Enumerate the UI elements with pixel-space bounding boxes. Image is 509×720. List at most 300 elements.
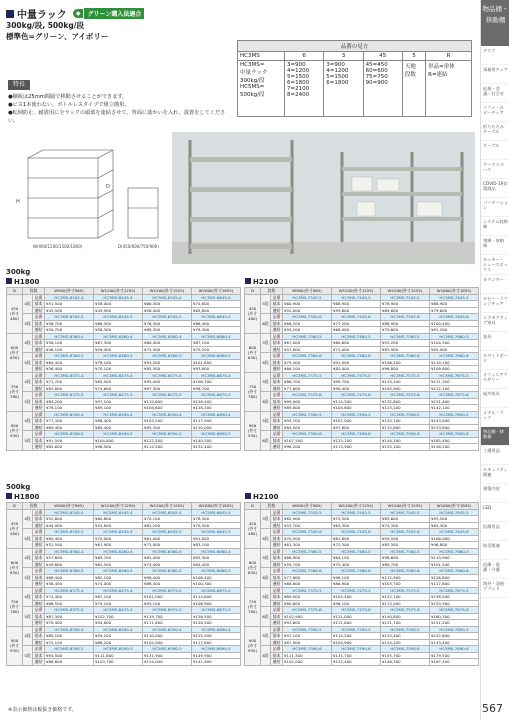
price-cell: ¥165,400 (430, 437, 479, 444)
row-type-label: 連結 (271, 307, 283, 314)
price-cell: ¥112,600 (143, 398, 192, 405)
price-cell: ¥58,000 (94, 301, 143, 308)
price-cell: ¥140,500 (192, 437, 241, 444)
row-type-label: 品番 (271, 392, 283, 399)
price-cell: ¥93,200 (381, 340, 430, 347)
product-code: HC3MS-7475-5 (332, 372, 381, 379)
price-cell: ¥91,000 (332, 359, 381, 366)
row-type-label: 基本 (271, 340, 283, 347)
row-type-label: 品番 (271, 431, 283, 438)
price-cell: ¥141,900 (192, 659, 241, 666)
product-code: HC5MS-7560-6 (381, 568, 430, 575)
row-type-label: 品番 (33, 568, 45, 575)
row-type-label: 基本 (271, 398, 283, 405)
row-type-label: 基本 (33, 652, 45, 659)
product-code: HC5MS-6645-4 (192, 509, 241, 516)
price-cell: ¥131,900 (143, 652, 192, 659)
price-cell: ¥82,500 (94, 379, 143, 386)
sidebar-item[interactable]: オフィスアクセサリー (481, 370, 509, 389)
price-cell: ¥102,000 (143, 639, 192, 646)
price-cell: ¥69,700 (94, 555, 143, 562)
product-code: HC3MS-6375-5 (45, 392, 94, 399)
sidebar-item[interactable]: 工場用品 (481, 446, 509, 465)
product-code: HC5MS-6445-5 (94, 529, 143, 536)
table-row (7, 548, 241, 555)
product-code: HC5MS-6560-4 (143, 548, 192, 555)
product-code: HC5MS-6660-5 (192, 568, 241, 575)
price-cell: ¥96,100 (332, 600, 381, 607)
product-code: HC5MS-7675-5 (430, 587, 479, 594)
row-type-label: 連結 (271, 346, 283, 353)
sidebar-item[interactable]: セキュリティ関連 (481, 465, 509, 484)
price-cell: ¥63,800 (45, 385, 94, 392)
sidebar-item[interactable]: テーブル (481, 141, 509, 160)
sidebar-item[interactable]: ソファ・ロビーチェア (481, 103, 509, 122)
table-row (245, 353, 479, 360)
price-cell: ¥106,700 (192, 379, 241, 386)
product-code: HC3MS-6645-4 (192, 294, 241, 301)
price-cell: ¥79,400 (45, 620, 94, 627)
row-type-label: 基本 (271, 613, 283, 620)
code-cell: 45=450 60=600 75=750 90=900 (363, 61, 402, 117)
product-code: HC5MS-6675-4 (192, 587, 241, 594)
price-cell: ¥70,100 (143, 516, 192, 523)
price-cell: ¥52,800 (94, 522, 143, 529)
product-code: HC5MS-6645-5 (192, 529, 241, 536)
price-table-500-h2100 (244, 502, 479, 666)
product-code: HC5MS-6590-4 (143, 626, 192, 633)
price-cell: ¥118,200 (192, 405, 241, 412)
price-cell: ¥95,300 (143, 424, 192, 431)
price-cell: ¥66,300 (94, 320, 143, 327)
table-row (245, 626, 479, 633)
row-type-label: 連結 (271, 600, 283, 607)
price-cell: ¥70,100 (94, 366, 143, 373)
green-tag-text: グリーン購入法適合 (84, 8, 144, 19)
sidebar-item[interactable]: エグゼクティブ家具 (481, 313, 509, 332)
product-code: HC5MS-6490-4 (94, 626, 143, 633)
row-type-label: 連結 (271, 542, 283, 549)
price-cell: ¥84,300 (430, 522, 479, 529)
product-code: HC3MS-6645-5 (192, 314, 241, 321)
title-text: 中量ラック (17, 10, 67, 21)
price-cell: ¥103,700 (94, 659, 143, 666)
price-cell: ¥52,500 (45, 542, 94, 549)
price-cell: ¥87,900 (283, 639, 332, 646)
page-number: 567 (482, 702, 503, 715)
price-cell: ¥113,000 (381, 600, 430, 607)
price-cell: ¥85,300 (143, 366, 192, 373)
sidebar-item[interactable]: カウンター (481, 275, 509, 294)
product-code: HC3MS-6560-5 (143, 353, 192, 360)
price-cell: ¥62,500 (94, 561, 143, 568)
price-cell: ¥96,800 (430, 542, 479, 549)
sidebar-item[interactable]: 屋外家具 (481, 389, 509, 408)
depth-label: 450 (外寸 480) (7, 294, 23, 333)
row-type-label: 連結 (271, 405, 283, 412)
depth-label: 750 (外寸 780) (245, 587, 261, 626)
product-code: HC5MS-6545-4 (143, 509, 192, 516)
product-code: HC3MS-7460-6 (332, 353, 381, 360)
price-cell: ¥99,000 (283, 398, 332, 405)
product-code: HC5MS-7390-5 (283, 626, 332, 633)
price-cell: ¥83,600 (381, 516, 430, 523)
product-code: HC5MS-7645-6 (430, 529, 479, 536)
product-code: HC3MS-6445-4 (94, 294, 143, 301)
price-cell: ¥79,200 (192, 346, 241, 353)
price-cell: ¥117,600 (430, 581, 479, 588)
depth-label: 900 (外寸 930) (245, 411, 261, 450)
product-code: HC5MS-6375-4 (45, 587, 94, 594)
price-cell: ¥76,300 (143, 320, 192, 327)
price-cell: ¥151,400 (430, 398, 479, 405)
product-code: HC3MS-6575-4 (143, 372, 192, 379)
price-cell: ¥59,400 (94, 346, 143, 353)
price-cell: ¥87,100 (94, 594, 143, 601)
sidebar-item[interactable]: 防災関連 (481, 541, 509, 560)
price-cell: ¥53,700 (283, 522, 332, 529)
price-cell: ¥84,100 (332, 555, 381, 562)
price-cell: ¥77,800 (283, 574, 332, 581)
table-row (245, 392, 479, 399)
price-cell: ¥86,900 (332, 581, 381, 588)
price-cell: ¥56,400 (45, 366, 94, 373)
row-type-label: 基本 (33, 340, 45, 347)
price-cell: ¥70,500 (283, 535, 332, 542)
depth-label: 450 (外寸 480) (245, 294, 261, 333)
sidebar-item[interactable]: 家具 (481, 332, 509, 351)
price-cell: ¥122,500 (143, 437, 192, 444)
row-type-label: 基本 (33, 555, 45, 562)
price-cell: ¥121,000 (332, 613, 381, 620)
price-cell: ¥104,600 (143, 405, 192, 412)
category-sidebar (480, 0, 509, 720)
row-type-label: 基本 (33, 359, 45, 366)
sidebar-item[interactable]: 書庫・収納庫 (481, 236, 509, 255)
row-type-label: 連結 (33, 307, 45, 314)
section-label: H1800 (14, 493, 40, 501)
row-type-label: 品番 (33, 314, 45, 321)
table-row (7, 529, 241, 536)
product-code: HC5MS-6445-4 (94, 509, 143, 516)
header-width: W1200(外寸1255) (94, 288, 143, 295)
dan-label: 5段 (23, 353, 33, 373)
price-cell: ¥77,200 (332, 320, 381, 327)
header-width: W900(外寸965) (283, 503, 332, 510)
header-width: W900(外寸965) (45, 503, 94, 510)
price-cell: ¥98,600 (381, 555, 430, 562)
price-cell: ¥104,900 (332, 639, 381, 646)
price-cell: ¥64,400 (45, 359, 94, 366)
price-cell: ¥79,600 (381, 327, 430, 334)
product-code: HC3MS-7490-5 (332, 411, 381, 418)
row-type-label: 基本 (271, 359, 283, 366)
dan-label: 4段 (23, 294, 33, 314)
dan-label: 5段 (261, 548, 271, 568)
row-type-label: 品番 (271, 587, 283, 594)
sidebar-item[interactable]: デスク (481, 46, 509, 65)
product-code: HC5MS-7445-5 (332, 509, 381, 516)
price-cell: ¥102,000 (283, 659, 332, 666)
section-300kg: 300kg (6, 268, 31, 276)
price-cell: ¥143,000 (430, 418, 479, 425)
sidebar-item[interactable]: 建築内装 (481, 484, 509, 503)
table-row (245, 314, 479, 321)
header-width: W1200(外寸1255) (332, 288, 381, 295)
row-type-label: 品番 (33, 372, 45, 379)
price-cell: ¥156,200 (430, 444, 479, 451)
dan-label: 5段 (261, 372, 271, 392)
product-code: HC5MS-7375-5 (283, 587, 332, 594)
price-cell: ¥81,600 (332, 535, 381, 542)
section-label: H2100 (253, 278, 279, 286)
table-row (7, 646, 241, 653)
product-code: HC5MS-6475-4 (94, 587, 143, 594)
product-code: HC5MS-6475-5 (94, 607, 143, 614)
product-code: HC5MS-6360-4 (45, 548, 94, 555)
depth-label: 900 (外寸 930) (7, 626, 23, 665)
sidebar-item[interactable]: システム収納庫 (481, 217, 509, 236)
product-code: HC3MS-6460-4 (94, 333, 143, 340)
price-cell: ¥50,700 (45, 327, 94, 334)
row-type-label: 基本 (271, 418, 283, 425)
price-cell: ¥68,300 (143, 327, 192, 334)
price-cell: ¥111,800 (94, 652, 143, 659)
depth-label: 600 (外寸 630) (245, 548, 261, 587)
price-cell: ¥119,700 (143, 613, 192, 620)
price-cell: ¥110,900 (430, 555, 479, 562)
dan-label: 5段 (261, 587, 271, 607)
product-code: HC3MS-7445-6 (332, 314, 381, 321)
price-cell: ¥126,800 (430, 574, 479, 581)
price-cell: ¥101,500 (430, 561, 479, 568)
price-cell: ¥88,400 (94, 418, 143, 425)
table-row (7, 587, 241, 594)
price-cell: ¥105,900 (381, 385, 430, 392)
price-table-300-h2100 (244, 287, 479, 451)
row-type-label: 連結 (271, 327, 283, 334)
table-row (7, 509, 241, 516)
dan-label: 6段 (261, 431, 271, 451)
price-cell: ¥89,700 (381, 561, 430, 568)
price-cell: ¥66,400 (45, 574, 94, 581)
price-cell: ¥111,300 (283, 652, 332, 659)
price-cell: ¥61,300 (283, 542, 332, 549)
price-cell: ¥58,400 (143, 307, 192, 314)
price-table-300-h1800 (6, 287, 241, 451)
dan-label: 6段 (261, 529, 271, 549)
price-cell: ¥128,500 (192, 620, 241, 627)
price-cell: ¥131,700 (332, 652, 381, 659)
price-cell: ¥105,400 (332, 594, 381, 601)
price-cell: ¥111,800 (332, 620, 381, 627)
price-cell: ¥63,300 (332, 522, 381, 529)
product-code: HC3MS-6675-5 (192, 392, 241, 399)
price-cell: ¥74,300 (381, 522, 430, 529)
price-cell: ¥70,000 (94, 535, 143, 542)
product-code: HC3MS-7390-5 (283, 411, 332, 418)
row-type-label: 連結 (271, 444, 283, 451)
dim-h: H (16, 199, 20, 205)
price-cell: ¥68,000 (332, 327, 381, 334)
leaf-icon: ◆ (73, 9, 84, 18)
row-type-label: 基本 (271, 633, 283, 640)
row-type-label: 連結 (33, 385, 45, 392)
table-row (245, 444, 479, 451)
header-dan: 段数 (23, 288, 45, 295)
price-cell: ¥106,000 (430, 535, 479, 542)
row-type-label: 基本 (33, 379, 45, 386)
price-cell: ¥111,800 (143, 620, 192, 627)
price-cell: ¥49,600 (45, 561, 94, 568)
price-cell: ¥75,400 (283, 359, 332, 366)
table-row (7, 568, 241, 575)
row-type-label: 連結 (33, 639, 45, 646)
header-width: W900(外寸965) (283, 288, 332, 295)
sidebar-item[interactable]: ホワイトボード (481, 351, 509, 370)
price-cell: ¥67,300 (94, 340, 143, 347)
row-type-label: 基本 (271, 516, 283, 523)
sidebar-item[interactable]: 医療用品 (481, 522, 509, 541)
sidebar-item[interactable]: パーテーション (481, 198, 509, 217)
price-cell: ¥66,300 (143, 301, 192, 308)
price-cell: ¥101,000 (143, 594, 192, 601)
row-type-label: 品番 (271, 353, 283, 360)
price-table-500-h1800 (6, 502, 241, 666)
price-cell: ¥85,300 (381, 542, 430, 549)
price-cell: ¥155,700 (381, 652, 430, 659)
dan-label: 4段 (23, 587, 33, 607)
table-row (245, 431, 479, 438)
row-type-label: 連結 (33, 561, 45, 568)
price-cell: ¥82,000 (332, 366, 381, 373)
price-cell: ¥135,100 (381, 444, 430, 451)
sidebar-item[interactable]: 物品棚・移動棚 (481, 427, 509, 446)
dan-label: 6段 (261, 353, 271, 373)
row-type-label: 基本 (33, 418, 45, 425)
row-type-label: 品番 (271, 626, 283, 633)
row-type-label: 品番 (33, 509, 45, 516)
table-row (7, 333, 241, 340)
header-width: W1500(外寸1555) (381, 288, 430, 295)
row-type-label: 連結 (33, 327, 45, 334)
row-type-label: 基本 (271, 535, 283, 542)
dan-label: 5段 (261, 411, 271, 431)
sidebar-item[interactable]: 応接・会議・打合せ (481, 84, 509, 103)
row-type-label: 品番 (271, 607, 283, 614)
row-type-label: 連結 (33, 346, 45, 353)
square-icon (245, 278, 251, 284)
price-cell: ¥78,100 (94, 359, 143, 366)
price-cell: ¥80,400 (94, 424, 143, 431)
section-label: H1800 (14, 278, 40, 286)
sidebar-item[interactable]: COVID-19対策商品 (481, 179, 509, 198)
row-type-label: 品番 (33, 607, 45, 614)
price-cell: ¥140,800 (381, 613, 430, 620)
sidebar-item[interactable]: LED (481, 503, 509, 522)
price-cell: ¥52,800 (45, 516, 94, 523)
dan-label: 5段 (23, 314, 33, 334)
product-code: HC5MS-7660-5 (430, 548, 479, 555)
table-row (245, 659, 479, 666)
table-row (245, 607, 479, 614)
price-cell: ¥68,900 (332, 301, 381, 308)
sidebar-item[interactable]: 折りたたみテーブル (481, 122, 509, 141)
header-width: W1800(外寸1855) (430, 288, 479, 295)
price-cell: ¥70,500 (192, 522, 241, 529)
row-type-label: 品番 (271, 529, 283, 536)
product-code: HC5MS-6690-4 (192, 626, 241, 633)
row-type-label: 品番 (33, 411, 45, 418)
product-code: HC5MS-6460-5 (94, 568, 143, 575)
price-cell: ¥179,500 (430, 652, 479, 659)
product-code: HC3MS-6590-5 (143, 431, 192, 438)
table-row (245, 587, 479, 594)
price-cell: ¥72,100 (45, 639, 94, 646)
row-type-label: 基本 (271, 574, 283, 581)
footnote: ※表示価格は税抜き価格です。 (8, 707, 77, 713)
price-cell: ¥114,500 (143, 444, 192, 451)
header-width: W1800(外寸1855) (430, 503, 479, 510)
price-cell: ¥146,300 (381, 659, 430, 666)
price-cell: ¥94,200 (94, 633, 143, 640)
product-code: HC5MS-7560-5 (381, 548, 430, 555)
price-cell: ¥126,400 (192, 398, 241, 405)
header-width: W900(外寸965) (45, 288, 94, 295)
product-code: HC3MS-6445-5 (94, 314, 143, 321)
price-cell: ¥83,900 (381, 346, 430, 353)
product-code: HC5MS-7475-6 (332, 607, 381, 614)
table-row (245, 529, 479, 536)
row-type-label: 品番 (33, 548, 45, 555)
product-code: HC3MS-6560-4 (143, 333, 192, 340)
row-type-label: 基本 (271, 379, 283, 386)
sidebar-item[interactable]: ロビー・ラウンジチェア (481, 294, 509, 313)
header-width: W1500(外寸1555) (381, 503, 430, 510)
price-cell: ¥112,900 (381, 574, 430, 581)
depth-label: 450 (外寸 480) (245, 509, 261, 548)
product-code: HC3MS-6345-4 (45, 294, 94, 301)
sidebar-item[interactable]: ワークスペース (481, 160, 509, 179)
product-code: HC5MS-7660-6 (430, 568, 479, 575)
sidebar-item[interactable]: 医療・看護・介護 (481, 560, 509, 579)
row-type-label: 品番 (33, 294, 45, 301)
price-cell: ¥73,000 (143, 542, 192, 549)
price-cell: ¥104,300 (430, 340, 479, 347)
sidebar-item[interactable]: ロッカー・シューズボックス (481, 255, 509, 275)
product-code: HC5MS-7690-5 (430, 626, 479, 633)
price-cell: ¥151,200 (430, 620, 479, 627)
sidebar-item[interactable]: メタル・ラック (481, 408, 509, 427)
sidebar-item[interactable]: 事務用チェア (481, 65, 509, 84)
price-cell: ¥86,200 (94, 639, 143, 646)
product-code: HC3MS-6660-5 (192, 353, 241, 360)
sidebar-item[interactable]: 海外・発展ブランド (481, 579, 509, 598)
product-code: HC3MS-6375-4 (45, 372, 94, 379)
price-cell: ¥136,500 (192, 613, 241, 620)
price-cell: ¥80,400 (143, 340, 192, 347)
price-cell: ¥110,000 (192, 424, 241, 431)
rack-drawing (8, 148, 168, 258)
header-width: W1800(外寸1855) (192, 288, 241, 295)
price-cell: ¥117,600 (192, 639, 241, 646)
product-code: HC5MS-7390-6 (283, 646, 332, 653)
price-cell: ¥80,600 (332, 340, 381, 347)
code-cell: HC3MS= 中量ラック 300kg/段 HC5MS= 500kg/段 (238, 61, 285, 117)
color-line: 標準色=グリーン、アイボリー (6, 32, 109, 41)
dan-label: 4段 (23, 509, 33, 529)
product-code: HC5MS-7360-6 (283, 568, 332, 575)
